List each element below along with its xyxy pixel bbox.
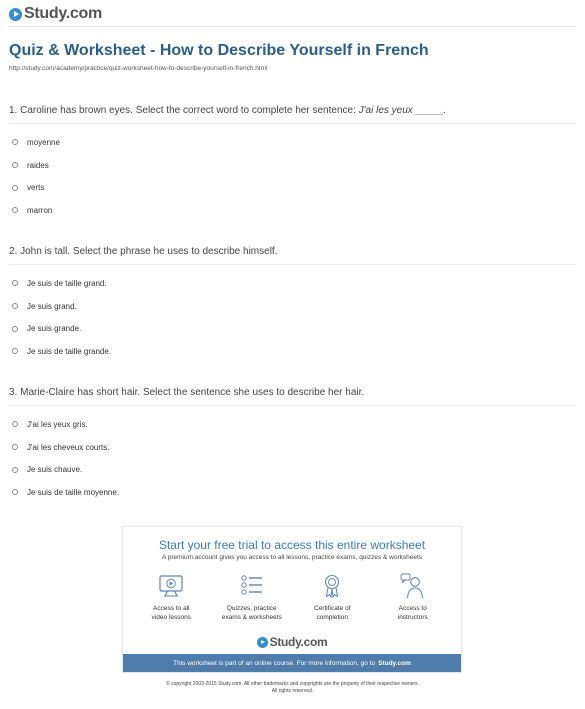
video-lesson-icon <box>158 573 184 599</box>
feature-quizzes: Quizzes, practice exams & worksheets <box>212 573 292 622</box>
question-3 <box>9 387 576 504</box>
answer-option[interactable]: Je suis de taille moyenne. <box>9 481 576 504</box>
promo-title: Start your free trial to access this entire worksheet <box>158 538 426 552</box>
certificate-icon <box>319 573 345 599</box>
study-logo-icon <box>9 8 22 21</box>
answer-option[interactable]: Je suis de taille grande. <box>9 340 576 363</box>
answer-option[interactable]: Je suis de taille grand. <box>9 272 576 295</box>
radio-button[interactable] <box>12 489 18 495</box>
copyright-footer: © copyright 2003-2015 Study.com. All other trademarks and copyrights are the property of their respective owners. All rights reserved. <box>166 681 419 694</box>
answer-option[interactable]: Je suis chauve. <box>9 458 576 481</box>
free-trial-promo[interactable] <box>122 526 462 673</box>
answer-option[interactable]: moyenne <box>9 131 576 154</box>
radio-button[interactable] <box>12 467 18 473</box>
page-title: Quiz & Worksheet - How to Describe Yourself in French <box>9 42 429 59</box>
radio-button[interactable] <box>12 444 18 450</box>
quiz-list-icon <box>239 573 265 599</box>
promo-subtitle: A premium account gives you access to all lessons, practice exams, quizzes & worksheets <box>161 554 423 561</box>
study-logo[interactable] <box>9 5 102 23</box>
question-text: 1. Caroline has brown eyes. Select the correct word to complete her sentence: J'ai les yeux _____. <box>9 105 576 124</box>
radio-button[interactable] <box>12 162 18 168</box>
instructor-icon <box>400 573 426 599</box>
logo-text: Study.com <box>24 5 102 22</box>
radio-button[interactable] <box>12 185 18 191</box>
question-2 <box>9 246 576 363</box>
study-link[interactable]: Study.com <box>378 659 411 667</box>
answer-option[interactable]: J'ai les cheveux courts. <box>9 436 576 459</box>
answer-option[interactable]: J'ai les yeux gris. <box>9 413 576 436</box>
answer-option[interactable]: Je suis grand. <box>9 295 576 318</box>
feature-video-lessons: Access to all video lessons <box>131 573 211 622</box>
promo-banner: This worksheet is part of an online course. For more information, go to Study.com <box>123 654 461 672</box>
question-text: 2. John is tall. Select the phrase he uses to describe himself. <box>9 246 576 265</box>
radio-button[interactable] <box>12 207 18 213</box>
question-text: 3. Marie-Claire has short hair. Select the sentence she uses to describe her hair. <box>9 387 576 406</box>
question-1 <box>9 105 576 222</box>
answer-option[interactable]: verts <box>9 176 576 199</box>
answer-option[interactable]: marron <box>9 199 576 222</box>
answer-option[interactable]: raides <box>9 154 576 177</box>
header-divider <box>9 26 576 27</box>
feature-certificate: Certificate of completion <box>292 573 372 622</box>
study-logo-icon <box>257 637 268 648</box>
radio-button[interactable] <box>12 303 18 309</box>
radio-button[interactable] <box>12 280 18 286</box>
radio-button[interactable] <box>12 139 18 145</box>
page-url: http://study.com/academy/practice/quiz-worksheet-how-to-describe-yourself-in-french.html <box>9 65 268 72</box>
radio-button[interactable] <box>12 348 18 354</box>
feature-instructors: Access to instructors <box>373 573 453 622</box>
answer-option[interactable]: Je suis grande. <box>9 317 576 340</box>
promo-study-logo[interactable]: Study.com <box>123 635 461 649</box>
radio-button[interactable] <box>12 421 18 427</box>
feature-list <box>131 573 453 622</box>
radio-button[interactable] <box>12 326 18 332</box>
